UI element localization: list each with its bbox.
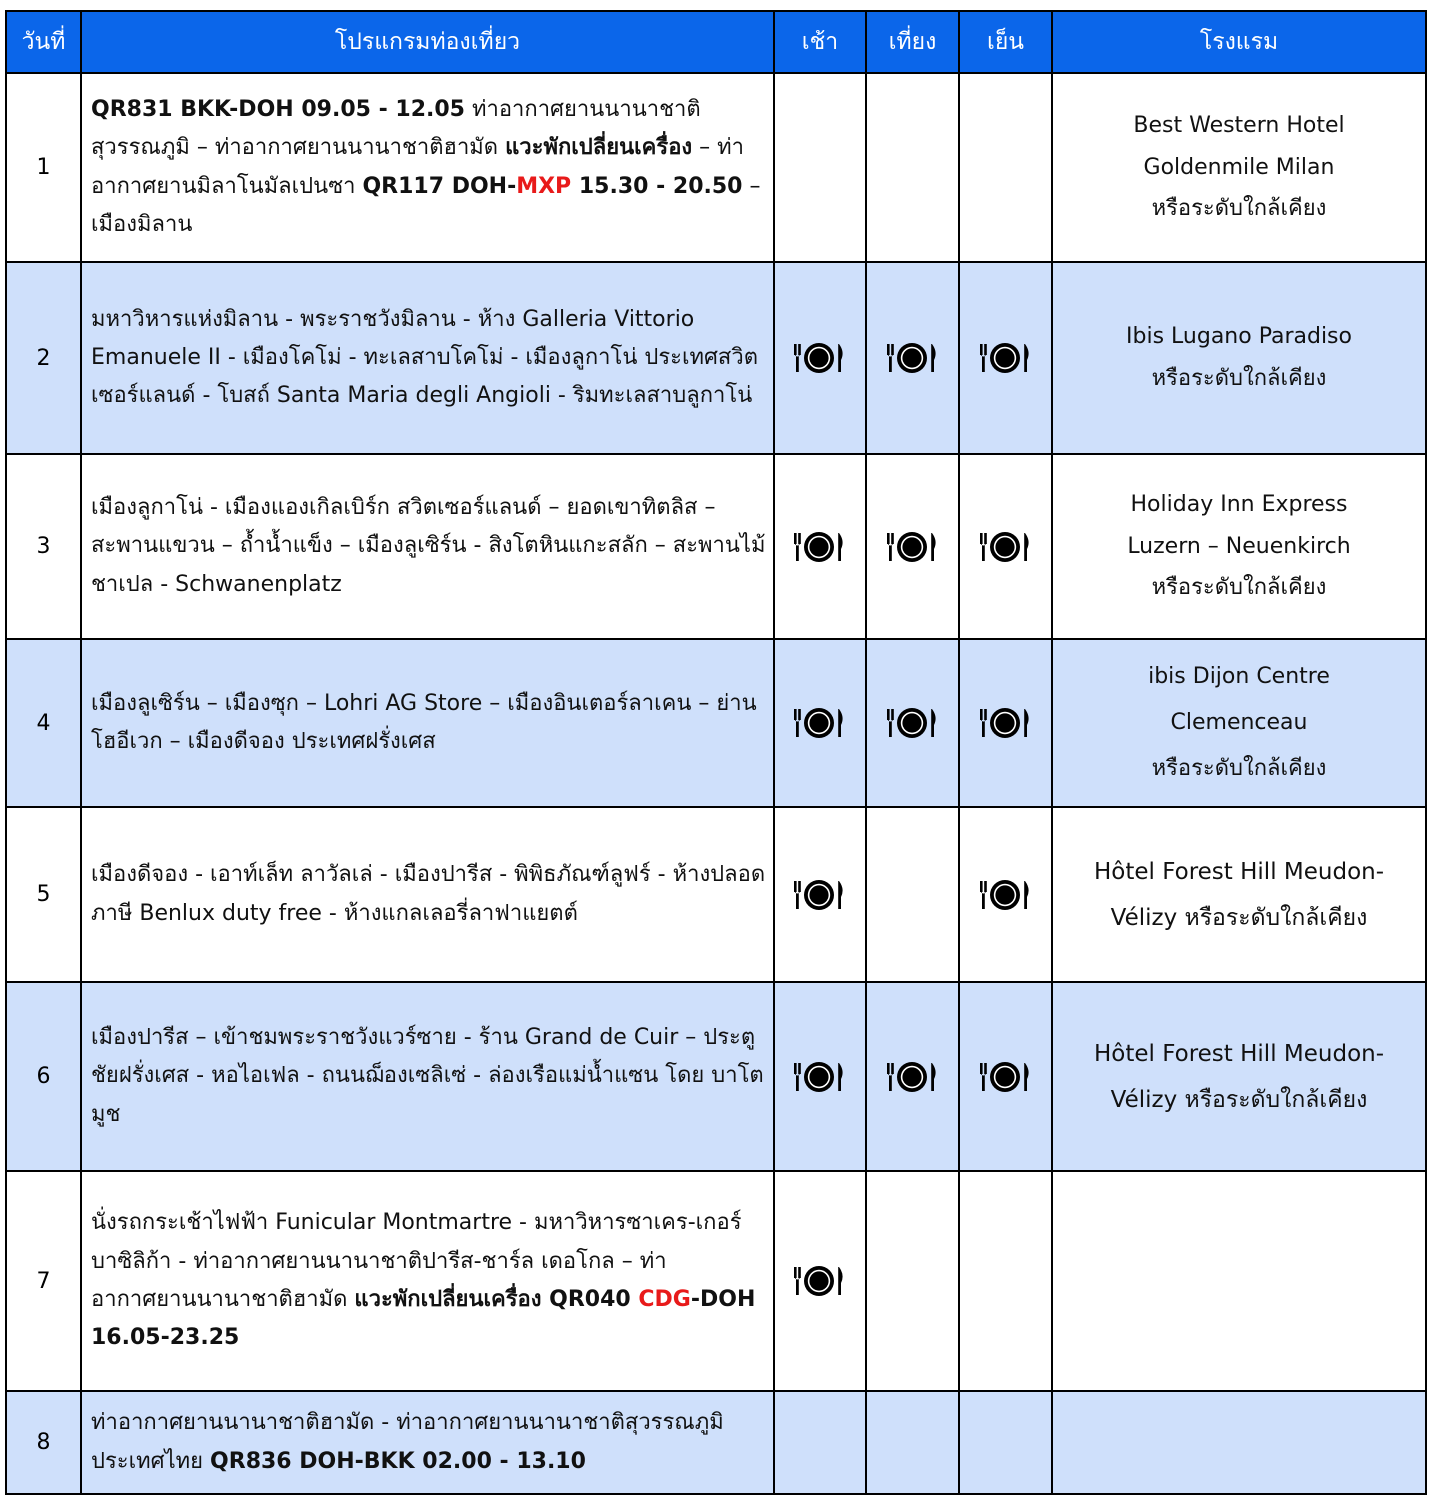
breakfast-cell bbox=[774, 262, 866, 454]
breakfast-cell bbox=[774, 73, 866, 262]
header-hotel: โรงแรม bbox=[1052, 11, 1426, 73]
transit-note: แวะพักเปลี่ยนเครื่อง bbox=[354, 1287, 542, 1312]
table-row bbox=[6, 73, 1426, 262]
table-header-row bbox=[6, 11, 1426, 73]
hotel-line: Luzern – Neuenkirch bbox=[1127, 533, 1351, 559]
day-number: 2 bbox=[6, 262, 81, 454]
day-number: 7 bbox=[6, 1171, 81, 1391]
program-segment: นั่งรถกระเช้าไฟฟ้า Funicular Montmartre - มหาวิหารซาเคร-เกอร์ บาซิลิก้า - ท่าอากาศยานนานาชาติปารีส-ชาร์ล เดอโกล – ท่าอากาศยานนานาชาติฮามัด bbox=[91, 1210, 742, 1312]
flight-info: QR040 bbox=[541, 1287, 639, 1312]
flight-info: 15.30 - 20.50 bbox=[571, 173, 743, 199]
dinner-cell bbox=[959, 262, 1052, 454]
dinner-cell bbox=[959, 807, 1052, 982]
dinner-cell bbox=[959, 1391, 1052, 1494]
header-day: วันที่ bbox=[6, 11, 81, 73]
breakfast-cell bbox=[774, 639, 866, 807]
hotel-line: Best Western Hotel bbox=[1133, 112, 1345, 138]
dinner-cell bbox=[959, 639, 1052, 807]
program-text bbox=[81, 1391, 774, 1494]
dinner-cell bbox=[959, 454, 1052, 639]
hotel-line: Vélizy หรือระดับใกล้เคียง bbox=[1110, 904, 1368, 931]
flight-info: QR836 DOH-BKK 02.00 - 13.10 bbox=[210, 1448, 586, 1474]
hotel-line: หรือระดับใกล้เคียง bbox=[1151, 366, 1327, 391]
hotel-line: หรือระดับใกล้เคียง bbox=[1151, 756, 1327, 782]
lunch-cell bbox=[866, 807, 959, 982]
program-text: มหาวิหารแห่งมิลาน - พระราชวังมิลาน - ห้าง Galleria Vittorio Emanuele II - เมืองโคโม่ - ทะเลสาบโคโม่ - เมืองลูกาโน่ ประเทศสวิตเซอร์แลนด์ - โบสถ์ Santa Maria degli Angioli - ริมทะเลสาบลูกาโน่ bbox=[81, 262, 774, 454]
airport-code-highlight: CDG bbox=[638, 1287, 691, 1312]
dinner-cell bbox=[959, 982, 1052, 1171]
meal-icon bbox=[977, 528, 1035, 566]
header-dinner: เย็น bbox=[959, 11, 1052, 73]
table-row bbox=[6, 639, 1426, 807]
meal-icon bbox=[791, 1262, 849, 1300]
flight-info: -DOH 16.05-23.25 bbox=[91, 1287, 756, 1351]
itinerary-table bbox=[5, 10, 1427, 1495]
lunch-cell bbox=[866, 1171, 959, 1391]
breakfast-cell bbox=[774, 1391, 866, 1494]
flight-info: QR117 DOH- bbox=[362, 173, 517, 199]
program-segment: – เมืองมิลาน bbox=[91, 173, 761, 237]
breakfast-cell bbox=[774, 807, 866, 982]
day-number: 4 bbox=[6, 639, 81, 807]
day-number: 1 bbox=[6, 73, 81, 262]
header-program: โปรแกรมท่องเที่ยว bbox=[81, 11, 774, 73]
hotel-line: Goldenmile Milan bbox=[1143, 154, 1335, 180]
day-number: 8 bbox=[6, 1391, 81, 1494]
breakfast-cell bbox=[774, 1171, 866, 1391]
lunch-cell bbox=[866, 982, 959, 1171]
hotel-line: Hôtel Forest Hill Meudon- bbox=[1093, 1040, 1385, 1067]
meal-icon bbox=[884, 339, 942, 377]
table-row bbox=[6, 262, 1426, 454]
lunch-cell bbox=[866, 639, 959, 807]
dinner-cell bbox=[959, 73, 1052, 262]
day-number: 6 bbox=[6, 982, 81, 1171]
lunch-cell bbox=[866, 262, 959, 454]
meal-icon bbox=[977, 339, 1035, 377]
header-lunch: เที่ยง bbox=[866, 11, 959, 73]
meal-icon bbox=[977, 704, 1035, 742]
meal-icon bbox=[791, 876, 849, 914]
lunch-cell bbox=[866, 454, 959, 639]
hotel-cell bbox=[1052, 73, 1426, 262]
hotel-cell bbox=[1052, 807, 1426, 982]
flight-info: QR831 BKK-DOH 09.05 - 12.05 bbox=[91, 96, 465, 122]
day-number: 3 bbox=[6, 454, 81, 639]
program-text: เมืองปารีส – เข้าชมพระราชวังแวร์ซาย - ร้าน Grand de Cuir – ประตูชัยฝรั่งเศส - หอไอเฟล - ถนนฌ็องเซลิเซ่ - ล่องเรือแม่น้ำแซน โดย บาโต มูช bbox=[81, 982, 774, 1171]
program-text: เมืองลูเซิร์น – เมืองซุก – Lohri AG Store – เมืองอินเตอร์ลาเคน – ย่านโฮอีเวก – เมืองดีจอง ประเทศฝรั่งเศส bbox=[81, 639, 774, 807]
hotel-line: Hôtel Forest Hill Meudon- bbox=[1093, 858, 1385, 885]
hotel-cell bbox=[1052, 1171, 1426, 1391]
program-segment: ท่าอากาศยานนานาชาติสุวรรณภูมิ – ท่าอากาศยานนานาชาติฮามัด bbox=[91, 96, 701, 161]
hotel-cell bbox=[1052, 982, 1426, 1171]
hotel-line: Holiday Inn Express bbox=[1130, 491, 1348, 517]
meal-icon bbox=[884, 528, 942, 566]
hotel-cell bbox=[1052, 454, 1426, 639]
program-text: เมืองลูกาโน่ - เมืองแองเกิลเบิร์ก สวิตเซอร์แลนด์ – ยอดเขาทิตลิส – สะพานแขวน – ถ้ำน้ำแข็ง – เมืองลูเซิร์น - สิงโตหินแกะสลัก – สะพานไม้ชาเปล - Schwanenplatz bbox=[81, 454, 774, 639]
airport-code-highlight: MXP bbox=[516, 173, 572, 199]
meal-icon bbox=[791, 528, 849, 566]
meal-icon bbox=[791, 339, 849, 377]
table-row bbox=[6, 1171, 1426, 1391]
hotel-line: Ibis Lugano Paradiso bbox=[1126, 324, 1352, 350]
hotel-line: หรือระดับใกล้เคียง bbox=[1151, 196, 1327, 222]
dinner-cell bbox=[959, 1171, 1052, 1391]
program-segment: – ท่าอากาศยานมิลาโนมัลเปนซา bbox=[91, 135, 745, 199]
meal-icon bbox=[977, 876, 1035, 914]
breakfast-cell bbox=[774, 454, 866, 639]
meal-icon bbox=[791, 1058, 849, 1096]
table-row bbox=[6, 1391, 1426, 1494]
program-text bbox=[81, 73, 774, 262]
hotel-line: Vélizy หรือระดับใกล้เคียง bbox=[1110, 1086, 1368, 1113]
hotel-cell bbox=[1052, 1391, 1426, 1494]
day-number: 5 bbox=[6, 807, 81, 982]
program-segment: ท่าอากาศยานนานาชาติฮามัด - ท่าอากาศยานนานาชาติสุวรรณภูมิ ประเทศไทย bbox=[91, 1410, 724, 1474]
table-row bbox=[6, 454, 1426, 639]
table-row bbox=[6, 807, 1426, 982]
hotel-cell bbox=[1052, 262, 1426, 454]
hotel-line: Clemenceau bbox=[1170, 709, 1308, 735]
hotel-line: ibis Dijon Centre bbox=[1148, 663, 1330, 689]
table-row bbox=[6, 982, 1426, 1171]
program-text bbox=[81, 1171, 774, 1391]
lunch-cell bbox=[866, 73, 959, 262]
meal-icon bbox=[791, 704, 849, 742]
hotel-cell bbox=[1052, 639, 1426, 807]
meal-icon bbox=[884, 1058, 942, 1096]
breakfast-cell bbox=[774, 982, 866, 1171]
header-breakfast: เช้า bbox=[774, 11, 866, 73]
meal-icon bbox=[977, 1058, 1035, 1096]
transit-note: แวะพักเปลี่ยนเครื่อง bbox=[505, 135, 693, 161]
meal-icon bbox=[884, 704, 942, 742]
hotel-line: หรือระดับใกล้เคียง bbox=[1151, 575, 1327, 601]
lunch-cell bbox=[866, 1391, 959, 1494]
program-text: เมืองดีจอง - เอาท์เล็ท ลาวัลเล่ - เมืองปารีส - พิพิธภัณฑ์ลูฟร์ - ห้างปลอดภาษี Benlux duty free - ห้างแกลเลอรี่ลาฟาแยตต์ bbox=[81, 807, 774, 982]
